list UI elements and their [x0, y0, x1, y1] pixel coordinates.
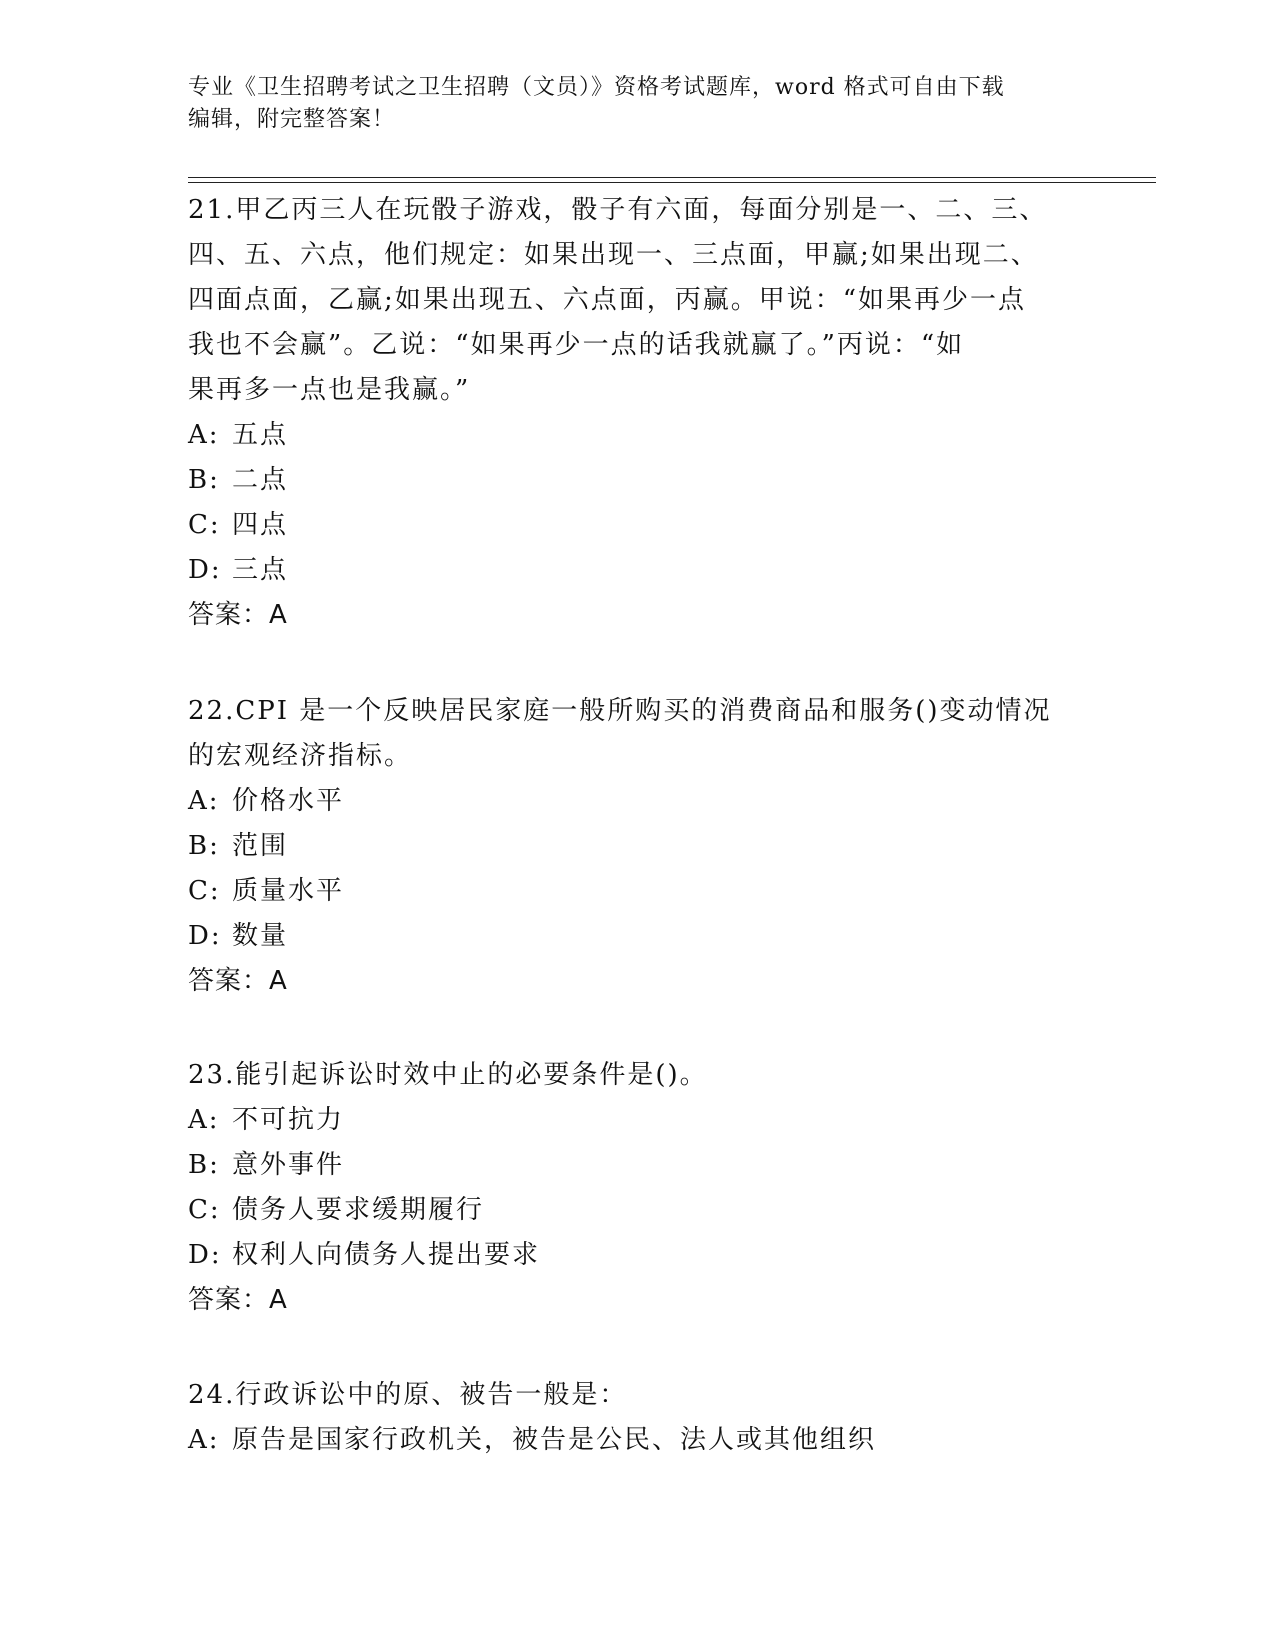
option-letter: D:: [188, 1240, 222, 1270]
answer-line: 答案：A: [188, 600, 288, 630]
option-a: [188, 1098, 1068, 1143]
header-line-1: 专业《卫生招聘考试之卫生招聘（文员）》资格考试题库，word 格式可自由下载: [188, 75, 1005, 100]
option-a: [188, 779, 1068, 824]
option-letter: A:: [188, 1425, 220, 1455]
option-a: [188, 413, 1068, 458]
option-letter: C:: [188, 1195, 221, 1225]
header-rule-top: [188, 177, 1156, 178]
question-23: [188, 1053, 1068, 1323]
question-22: [188, 689, 1068, 1004]
option-b: [188, 824, 1068, 869]
stem-line: 24.行政诉讼中的原、被告一般是：: [188, 1380, 628, 1410]
question-24: [188, 1373, 1068, 1463]
question-stem: [188, 689, 1068, 779]
stem-line: 21.甲乙丙三人在玩骰子游戏，骰子有六面，每面分别是一、二、三、: [188, 195, 1048, 225]
question-stem: [188, 1373, 1068, 1418]
option-letter: A:: [188, 1105, 220, 1135]
stem-line: 四面点面，乙赢;如果出现五、六点面，丙赢。甲说：“如果再少一点: [188, 285, 1027, 315]
option-letter: C:: [188, 876, 221, 906]
stem-line: 果再多一点也是我赢。”: [188, 375, 471, 405]
option-a: [188, 1418, 1068, 1463]
option-text: 权利人向债务人提出要求: [232, 1240, 541, 1270]
option-letter: A:: [188, 786, 220, 816]
question-stem: [188, 1053, 1068, 1098]
option-b: [188, 458, 1068, 503]
option-text: 二点: [232, 465, 289, 495]
option-letter: D:: [188, 555, 222, 585]
stem-line: 四、五、六点，他们规定：如果出现一、三点面，甲赢;如果出现二、: [188, 240, 1039, 270]
stem-line: 23.能引起诉讼时效中止的必要条件是()。: [188, 1060, 708, 1090]
option-d: [188, 914, 1068, 959]
option-text: 范围: [232, 831, 289, 861]
stem-line: 的宏观经济指标。: [188, 741, 413, 771]
option-letter: D:: [188, 921, 222, 951]
option-d: [188, 1233, 1068, 1278]
document-header: [188, 72, 1068, 136]
option-text: 五点: [232, 420, 289, 450]
option-text: 质量水平: [232, 876, 345, 906]
option-text: 不可抗力: [232, 1105, 345, 1135]
option-letter: B:: [188, 831, 220, 861]
stem-line: 22.CPI 是一个反映居民家庭一般所购买的消费商品和服务()变动情况: [188, 696, 1052, 726]
option-c: [188, 869, 1068, 914]
header-line-2: 编辑，附完整答案！: [188, 107, 396, 132]
option-text: 债务人要求缓期履行: [232, 1195, 485, 1225]
option-text: 原告是国家行政机关，被告是公民、法人或其他组织: [232, 1425, 877, 1455]
option-b: [188, 1143, 1068, 1188]
stem-line: 我也不会赢”。乙说：“如果再少一点的话我就赢了。”丙说：“如: [188, 330, 965, 360]
answer-line: 答案：A: [188, 1285, 288, 1315]
option-text: 价格水平: [232, 786, 345, 816]
question-21: [188, 188, 1068, 638]
option-text: 意外事件: [232, 1150, 345, 1180]
option-text: 三点: [232, 555, 289, 585]
option-d: [188, 548, 1068, 593]
header-rule-bottom: [188, 182, 1156, 183]
option-text: 数量: [232, 921, 289, 951]
question-stem: [188, 188, 1068, 413]
option-c: [188, 503, 1068, 548]
option-text: 四点: [232, 510, 289, 540]
option-letter: C:: [188, 510, 221, 540]
option-letter: B:: [188, 1150, 220, 1180]
option-c: [188, 1188, 1068, 1233]
option-letter: B:: [188, 465, 220, 495]
answer-line: 答案：A: [188, 966, 288, 996]
option-letter: A:: [188, 420, 220, 450]
